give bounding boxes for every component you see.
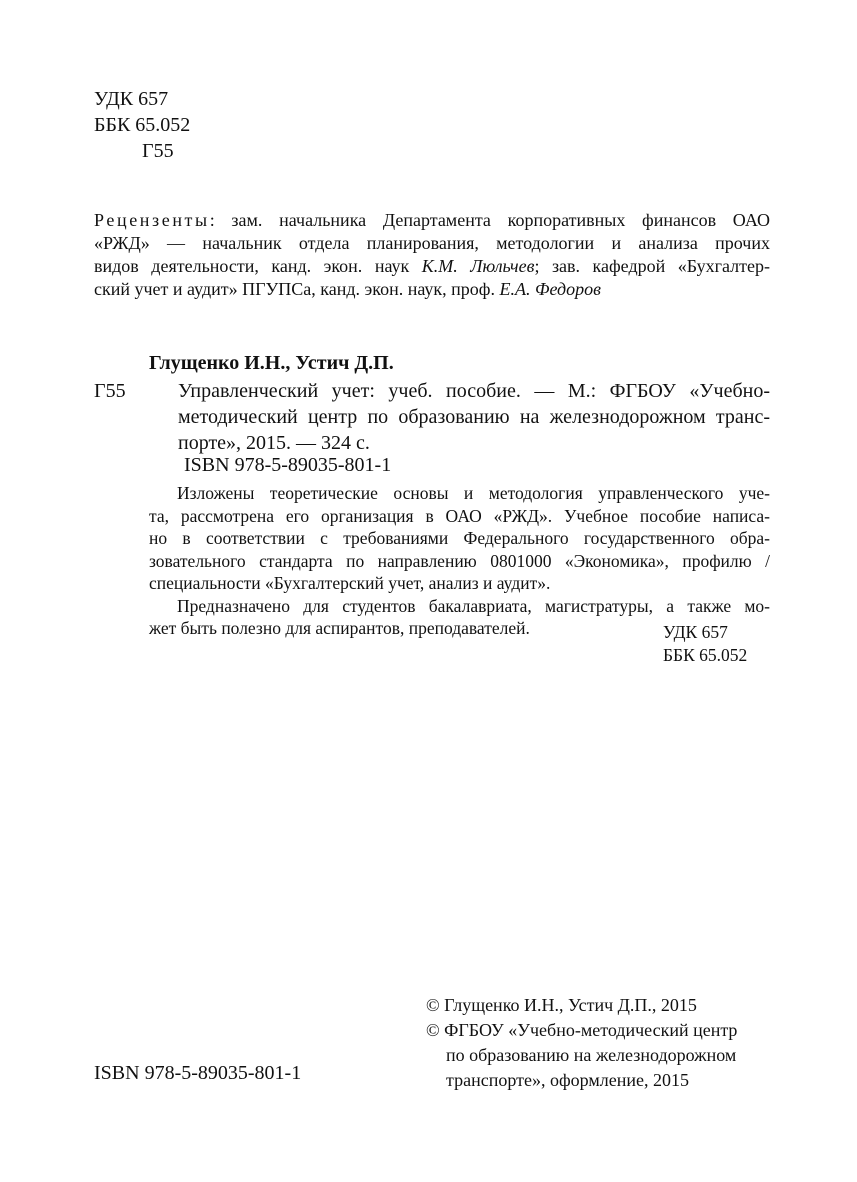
- annotation-p2-line: жет быть полезно для аспирантов, преподавателей.: [149, 618, 530, 638]
- annotation-p1-line: зовательного стандарта по направлению 0801000 «Экономика», профилю /: [149, 550, 770, 571]
- reviewers-line-4: ский учет и аудит» ПГУПСа, канд. экон. наук, проф. Е.А. Федоров: [94, 279, 601, 299]
- reviewers-line-2: «РЖД» — начальник отдела планирования, методологии и анализа прочих: [94, 233, 770, 253]
- bib-line-2: методический центр по образованию на железнодорожном транс-: [178, 406, 770, 428]
- reviewer-name-1: К.М. Люльчев: [421, 256, 535, 276]
- copyright-publisher-line-3: транспорте», оформление, 2015: [446, 1070, 689, 1090]
- bib-description: [178, 378, 770, 456]
- annotation-p1-line: но в соответствии с требованиями Федерального государственного обра-: [149, 528, 770, 548]
- bib-line-3: порте», 2015. — 324 с.: [178, 432, 370, 454]
- copyright-publisher-line-2: по образованию на железнодорожном: [446, 1045, 737, 1065]
- annotation: [149, 482, 770, 640]
- copyright-publisher-line-1: © ФГБОУ «Учебно-методический центр: [426, 1020, 738, 1040]
- bbk-code-bottom: ББК 65.052: [663, 645, 748, 665]
- bib-line-1: Управленческий учет: учеб. пособие. — М.: ФГБОУ «Учебно-: [178, 380, 770, 402]
- bbk-code-top: ББК 65.052: [94, 114, 191, 136]
- author-mark: Г55: [94, 380, 126, 402]
- bib-isbn: ISBN 978-5-89035-801-1: [184, 454, 392, 476]
- copyright-publisher: [426, 1019, 737, 1092]
- reviewers-label: Рецензенты: [94, 210, 210, 230]
- footer-isbn: ISBN 978-5-89035-801-1: [94, 1062, 302, 1084]
- reviewer-name-2: Е.А. Федоров: [499, 279, 601, 299]
- annotation-p2-line: Предназначено для студентов бакалавриата, магистратуры, а также мо-: [177, 595, 770, 616]
- reviewers-line-1: Рецензенты: зам. начальника Департамента корпоративных финансов ОАО: [94, 210, 770, 230]
- copyright-authors: © Глущенко И.Н., Устич Д.П., 2015: [426, 995, 697, 1015]
- reviewers-line-3: видов деятельности, канд. экон. наук К.М. Люльчев; зав. кафедрой «Бухгалтер-: [94, 256, 770, 276]
- reviewers-block: [94, 209, 770, 301]
- authors-heading: Глущенко И.Н., Устич Д.П.: [149, 352, 394, 374]
- annotation-p1-line: Изложены теоретические основы и методология управленческого уче-: [177, 483, 770, 503]
- annotation-p1-line: специальности «Бухгалтерский учет, анализ и аудит».: [149, 573, 551, 593]
- annotation-p1-line: та, рассмотрена его организация в ОАО «РЖД». Учебное пособие написа-: [149, 505, 770, 526]
- author-mark-top: Г55: [142, 140, 174, 162]
- udk-code-top: УДК 657: [94, 88, 169, 110]
- udk-code-bottom: УДК 657: [663, 622, 728, 642]
